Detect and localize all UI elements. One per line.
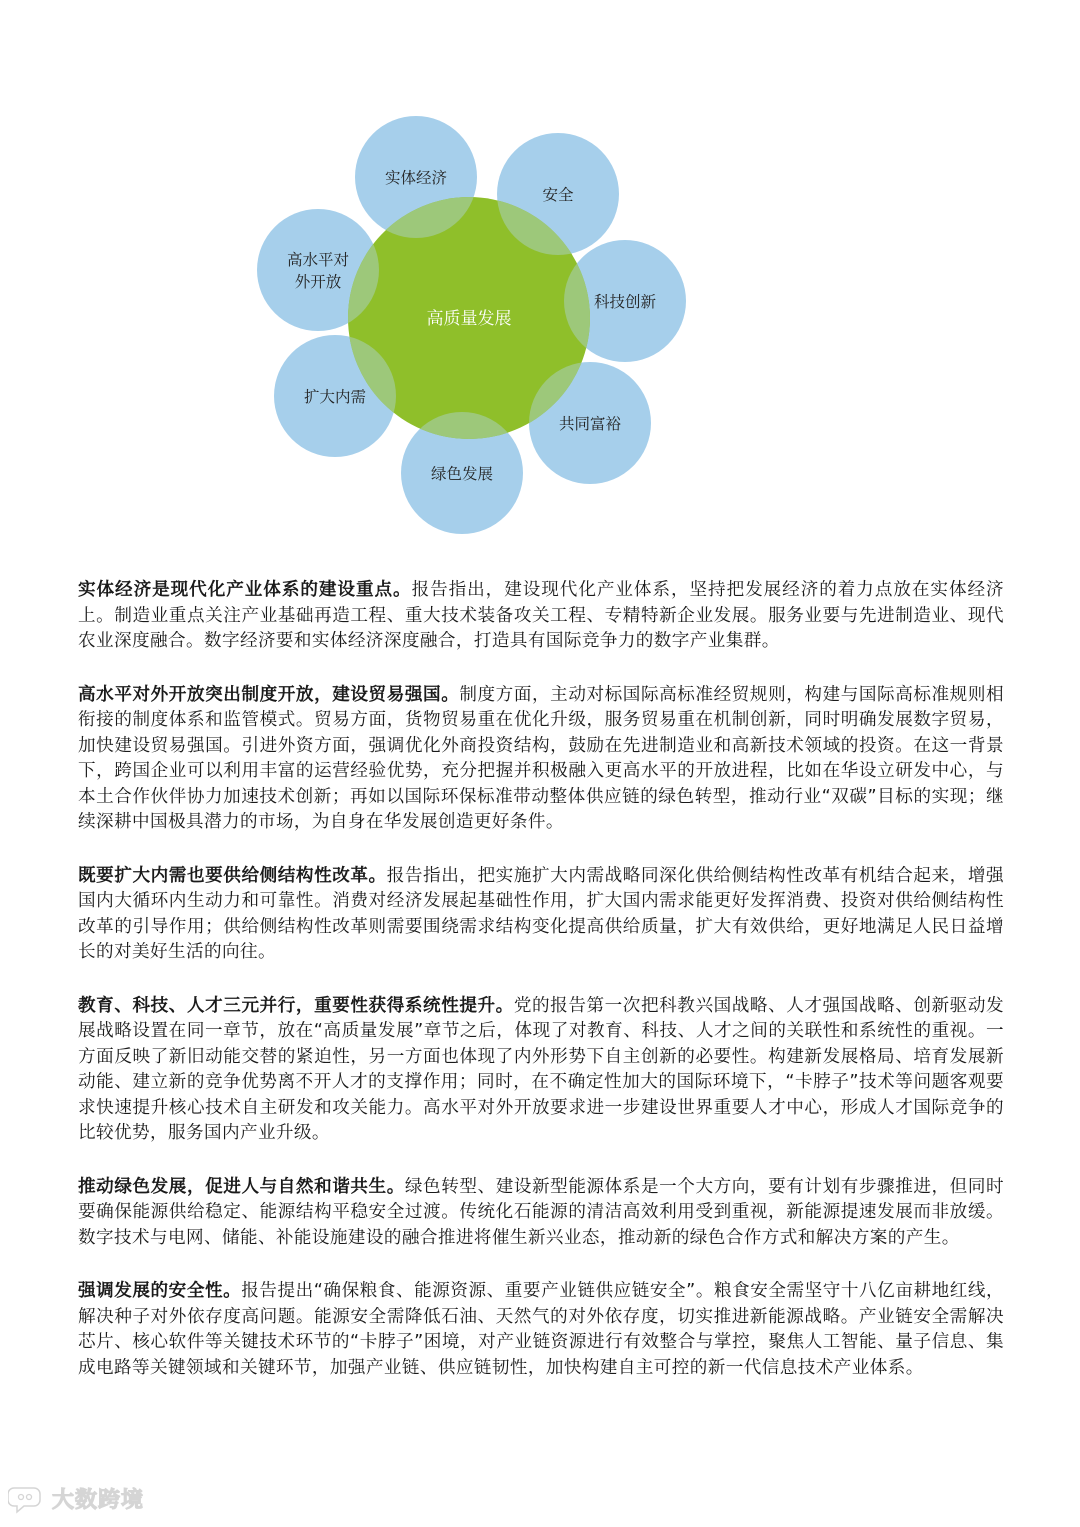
paragraph <box>78 1279 1004 1381</box>
petal-label-domestic-demand: 扩大内需 <box>303 388 367 406</box>
paragraph-lead: 既要扩大内需也要供给侧结构性改革。 <box>78 865 387 886</box>
petal-label-security: 安全 <box>542 186 574 204</box>
paragraph-body: 报告提出“确保粮食、能源资源、重要产业链供应链安全”。粮食安全需坚守十八亿亩耕地红线，解决种子对外依存度高问题。能源安全需降低石油、天然气的对外依存度，切实推进新能源战略。产业链安全需解决芯片、核心软件等关键技术环节的“卡脖子”困境，对产业链资源进行有效整合与掌控，聚焦人工智能、量子信息、集成电路等关键领域和关键环节，加强产业链、供应链韧性，加快构建自主可控的新一代信息技术产业体系。 <box>78 1281 1004 1378</box>
paragraph-lead: 强调发展的安全性。 <box>78 1281 242 1301</box>
petal-label-green-development: 绿色发展 <box>430 465 494 483</box>
petal-label-tech-innovation: 科技创新 <box>593 293 657 311</box>
paragraph-lead: 实体经济是现代化产业体系的建设重点。 <box>78 580 412 600</box>
petal-label-common-prosperity: 共同富裕 <box>558 415 622 433</box>
chat-bubble-logo-icon <box>8 1482 48 1514</box>
paragraph <box>78 578 1004 655</box>
paragraph <box>78 994 1004 1147</box>
watermark-text: 大数跨境 <box>52 1487 145 1513</box>
petal-label-opening-up-line-1: 高水平对 <box>286 251 350 269</box>
paragraph-body: 制度方面，主动对标国际高标准经贸规则，构建与国际高标准规则相衔接的制度体系和监管模式。贸易方面，货物贸易重在优化升级，服务贸易重在机制创新，同时明确发展数字贸易，加快建设贸易强国。引进外资方面，强调优化外商投资结构，鼓励在先进制造业和高新技术领域的投资。在这一背景下，跨国企业可以利用丰富的运营经验优势，充分把握并积极融入更高水平的开放进程，比如在华设立研发中心，与本土合作伙伴协力加速技术创新；再如以国际环保标准带动整体供应链的绿色转型，推动行业“双碳”目标的实现；继续深耕中国极具潜力的市场，为自身在华发展创造更好条件。 <box>78 684 1004 832</box>
paragraph-lead: 高水平对外开放突出制度开放，建设贸易强国。 <box>78 684 460 705</box>
petal-label-opening-up-line-2: 外开放 <box>294 273 342 291</box>
petal-label-real-economy: 实体经济 <box>384 169 448 187</box>
paragraph-body: 报告指出，建设现代化产业体系，坚持把发展经济的着力点放在实体经济上。制造业重点关注产业基础再造工程、重大技术装备攻关工程、专精特新企业发展。服务业要与先进制造业、现代农业深度融合。数字经济要和实体经济深度融合，打造具有国际竞争力的数字产业集群。 <box>78 580 1005 651</box>
watermark <box>8 1476 168 1520</box>
paragraph-body: 绿色转型、建设新型能源体系是一个大方向，要有计划有步骤推进，但同时要确保能源供给稳定、能源结构平稳安全过渡。传统化石能源的清洁高效利用受到重视，新能源提速发展而非放缓。数字技术与电网、储能、补能设施建设的融合推进将催生新兴业态，推动新的绿色合作方式和解决方案的产生。 <box>78 1176 1004 1248</box>
article-body <box>78 578 1004 1409</box>
paragraph <box>78 1175 1004 1252</box>
paragraph <box>78 864 1004 966</box>
paragraph-body: 党的报告第一次把科教兴国战略、人才强国战略、创新驱动发展战略设置在同一章节，放在“高质量发展”章节之后，体现了对教育、科技、人才之间的关联性和系统性的重视。一方面反映了新旧动能交替的紧迫性，另一方面也体现了内外形势下自主创新的必要性。构建新发展格局、培育发展新动能、建立新的竞争优势离不开人才的支撑作用；同时，在不确定性加大的国际环境下，“卡脖子”技术等问题客观要求快速提升核心技术自主研发和攻关能力。高水平对外开放要求进一步建设世界重要人才中心，形成人才国际竞争的比较优势，服务国内产业升级。 <box>78 995 1004 1143</box>
center-label: 高质量发展 <box>426 309 512 329</box>
paragraph-lead: 教育、科技、人才三元并行，重要性获得系统性提升。 <box>78 995 514 1016</box>
high-quality-development-diagram <box>0 0 1080 560</box>
paragraph <box>78 683 1004 836</box>
paragraph-lead: 推动绿色发展，促进人与自然和谐共生。 <box>78 1176 405 1197</box>
paragraph-body: 报告指出，把实施扩大内需战略同深化供给侧结构性改革有机结合起来，增强国内大循环内生动力和可靠性。消费对经济发展起基础性作用，扩大国内需求能更好发挥消费、投资对供给侧结构性改革的引导作用；供给侧结构性改革则需要围绕需求结构变化提高供给质量，扩大有效供给，更好地满足人民日益增长的对美好生活的向往。 <box>78 865 1004 962</box>
